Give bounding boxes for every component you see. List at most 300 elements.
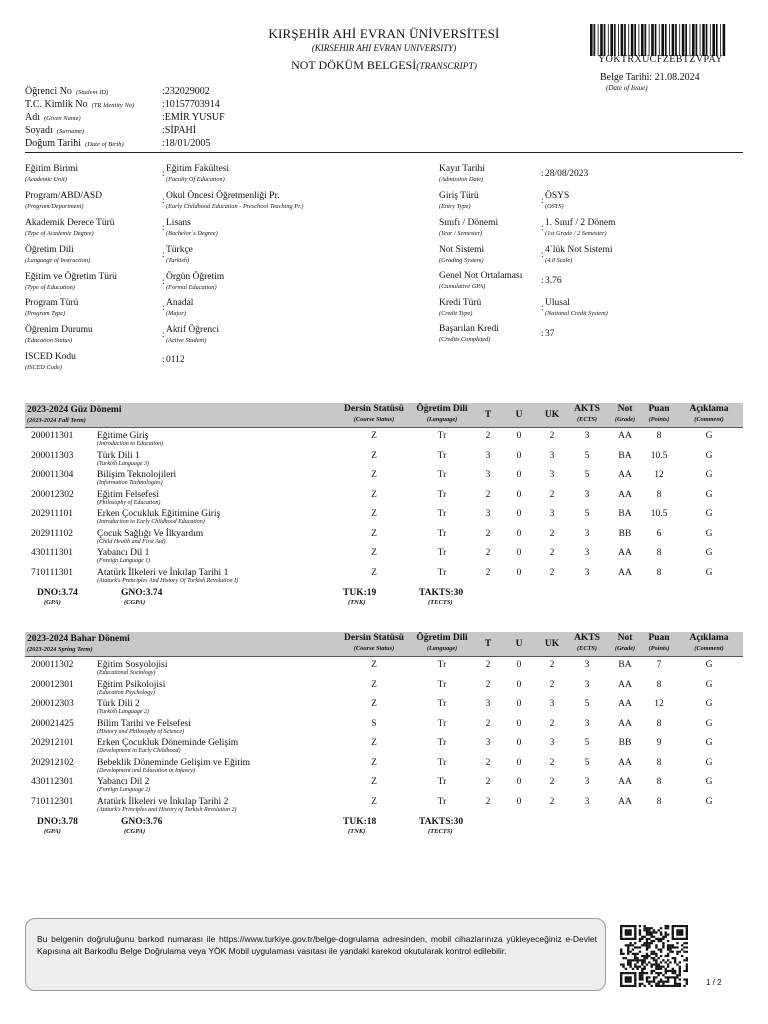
- qr-module: [625, 972, 627, 974]
- qr-module: [634, 938, 636, 940]
- student-field-label: [25, 112, 81, 123]
- qr-module: [672, 972, 674, 974]
- course-t: 3: [485, 738, 491, 748]
- qr-module: [646, 972, 648, 974]
- program-field-label: Genel Not Ortalaması: [439, 271, 523, 281]
- qr-module: [660, 968, 662, 970]
- barcode-bar: [594, 24, 596, 56]
- summary-takts-en: (TECTS): [428, 599, 453, 606]
- course-grade: BB: [618, 738, 632, 748]
- program-field-label: Akademik Derece Türü: [25, 218, 115, 228]
- course-comment: G: [705, 567, 713, 578]
- document-title-en: (TRANSCRIPT): [416, 62, 477, 72]
- qr-module: [667, 925, 669, 927]
- course-uk: 2: [549, 718, 555, 729]
- qr-module: [660, 940, 662, 942]
- qr-module: [648, 944, 650, 946]
- qr-module: [672, 931, 674, 933]
- qr-module: [679, 938, 681, 940]
- qr-module: [660, 978, 662, 980]
- barcode-bar: [618, 24, 619, 56]
- course-uk: 2: [549, 528, 555, 539]
- course-comment: G: [705, 660, 713, 670]
- qr-module: [679, 966, 681, 968]
- qr-module: [679, 934, 681, 936]
- qr-module: [639, 940, 641, 942]
- course-grade: AA: [618, 699, 632, 709]
- term-name-en: (2023-2024 Fall Term): [27, 417, 86, 424]
- barcode-bar: [590, 24, 593, 56]
- qr-module: [672, 944, 674, 946]
- qr-module: [622, 957, 624, 959]
- course-akts: 5: [584, 509, 590, 519]
- qr-module: [662, 983, 664, 985]
- qr-module: [667, 970, 669, 972]
- column-header-lang: Öğretim Dili: [416, 633, 468, 643]
- qr-module: [648, 976, 650, 978]
- column-header-akts: AKTS: [574, 633, 600, 643]
- course-akts: 5: [584, 738, 590, 748]
- course-comment: G: [705, 796, 713, 807]
- qr-module: [660, 938, 662, 940]
- qr-module: [641, 972, 643, 974]
- barcode-bar: [628, 24, 629, 56]
- program-field-label-en: (Year / Semester): [439, 230, 483, 237]
- barcode-bar: [649, 24, 650, 56]
- qr-module: [639, 925, 641, 927]
- qr-module: [622, 938, 624, 940]
- qr-module: [681, 925, 683, 927]
- qr-module: [676, 931, 678, 933]
- course-name: Eğitim Sosyolojisi: [97, 660, 168, 670]
- qr-module: [648, 929, 650, 931]
- program-field-value-en: (Faculty Of Education): [166, 176, 225, 183]
- qr-module: [625, 944, 627, 946]
- program-field-value: 0112: [166, 355, 185, 365]
- qr-module: [634, 963, 636, 965]
- qr-module: [686, 925, 688, 927]
- program-field-value: Eğitim Fakültesi: [166, 164, 230, 174]
- course-name-en: (Ataturk's Prenciples And History Of Turkish Revolution I): [97, 577, 239, 584]
- qr-module: [667, 946, 669, 948]
- qr-module: [662, 981, 664, 983]
- program-field-value-en: (Turkish): [166, 257, 190, 264]
- course-lang: Tr: [437, 489, 447, 500]
- issue-date: [600, 72, 700, 83]
- course-points: 9: [656, 738, 662, 748]
- qr-module: [681, 934, 683, 936]
- qr-module: [625, 957, 627, 959]
- qr-module: [641, 959, 643, 961]
- student-value: SİPAHİ: [164, 125, 197, 136]
- qr-module: [681, 929, 683, 931]
- student-field-name-en: (Date of Birth): [85, 141, 124, 148]
- column-header-grade-en: (Grade): [614, 645, 636, 652]
- qr-module: [632, 925, 634, 927]
- barcode-bar: [700, 24, 701, 56]
- qr-module: [634, 931, 636, 933]
- course-u: 0: [516, 470, 522, 480]
- course-akts: 3: [584, 679, 590, 690]
- qr-module: [627, 976, 629, 978]
- qr-module: [627, 931, 629, 933]
- program-field-label: Giriş Türü: [439, 191, 479, 201]
- course-lang: Tr: [437, 757, 447, 768]
- qr-module: [676, 983, 678, 985]
- course-comment: G: [705, 470, 713, 480]
- student-field-label: [25, 86, 108, 97]
- summary-tuk-en: (TNK): [348, 599, 366, 606]
- summary-gno: GNO:3.74: [121, 588, 163, 598]
- colon: :: [541, 303, 544, 313]
- course-uk: 2: [549, 548, 555, 558]
- course-akts: 5: [584, 450, 590, 461]
- course-uk: 3: [549, 509, 555, 519]
- qr-module: [655, 946, 657, 948]
- qr-module: [639, 978, 641, 980]
- qr-module: [676, 938, 678, 940]
- program-field-label: Program/ABD/ASD: [25, 191, 103, 201]
- course-status: Z: [371, 528, 377, 539]
- qr-module: [672, 925, 674, 927]
- course-name: Türk Dili 1: [97, 450, 140, 461]
- qr-module: [655, 959, 657, 961]
- qr-module: [629, 966, 631, 968]
- program-field-label: Eğitim ve Öğretim Türü: [25, 272, 117, 282]
- course-name: Yabancı Dil 2: [97, 777, 150, 787]
- qr-module: [629, 931, 631, 933]
- qr-module: [627, 963, 629, 965]
- qr-module: [625, 929, 627, 931]
- program-field-label-en: (Grading System): [439, 257, 484, 264]
- course-code: 710111301: [31, 567, 74, 578]
- course-u: 0: [516, 431, 522, 441]
- qr-module: [676, 974, 678, 976]
- barcode-bar: [631, 24, 634, 56]
- barcode-bar: [690, 24, 691, 56]
- course-akts: 3: [584, 548, 590, 558]
- course-code: 202911101: [31, 509, 74, 519]
- course-points: 10.5: [650, 509, 668, 519]
- qr-module: [643, 929, 645, 931]
- summary-dno-en: (GPA): [44, 828, 61, 835]
- column-header-grade: Not: [617, 404, 633, 414]
- qr-module: [662, 946, 664, 948]
- qr-module: [629, 925, 631, 927]
- course-uk: 2: [549, 796, 555, 807]
- qr-module: [665, 955, 667, 957]
- course-comment: G: [705, 699, 713, 709]
- summary-dno-en: (GPA): [44, 599, 61, 606]
- qr-module: [679, 925, 681, 927]
- qr-module: [676, 985, 678, 987]
- qr-module: [672, 936, 674, 938]
- qr-module: [622, 966, 624, 968]
- course-lang: Tr: [437, 431, 447, 441]
- course-t: 3: [485, 509, 491, 519]
- qr-module: [641, 968, 643, 970]
- qr-module: [660, 951, 662, 953]
- qr-module: [629, 963, 631, 965]
- course-lang: Tr: [437, 528, 447, 539]
- qr-module: [686, 938, 688, 940]
- qr-module: [634, 925, 636, 927]
- qr-module: [634, 936, 636, 938]
- course-comment: G: [705, 757, 713, 768]
- colon: :: [162, 196, 165, 206]
- column-header-comment: Açıklama: [689, 404, 729, 414]
- course-u: 0: [516, 509, 522, 519]
- column-header-t: T: [484, 639, 492, 649]
- course-grade: AA: [618, 679, 632, 690]
- qr-module: [686, 927, 688, 929]
- barcode-bar: [600, 24, 603, 56]
- university-name-en: (KIRSEHIR AHI EVRAN UNIVERSITY): [311, 43, 457, 53]
- document-title-tr: NOT DÖKÜM BELGESİ: [291, 58, 417, 72]
- course-name: Bebeklik Döneminde Gelişim ve Eğitim: [97, 757, 251, 768]
- qr-module: [636, 959, 638, 961]
- qr-module: [627, 925, 629, 927]
- qr-module: [643, 955, 645, 957]
- qr-module: [658, 981, 660, 983]
- program-field-value-en: (4.0 Scale): [545, 257, 573, 264]
- summary-tuk-en: (TNK): [348, 828, 366, 835]
- qr-module: [627, 972, 629, 974]
- course-code: 202912101: [31, 738, 74, 748]
- qr-module: [681, 931, 683, 933]
- qr-module: [679, 931, 681, 933]
- qr-module: [622, 985, 624, 987]
- qr-module: [686, 942, 688, 944]
- barcode-bar: [614, 24, 616, 56]
- program-field-value-en: (Bachelor`s Degree): [166, 230, 218, 237]
- qr-module: [669, 949, 671, 951]
- barcode-bar: [610, 24, 613, 56]
- program-field-label: Öğrenim Durumu: [25, 325, 93, 335]
- qr-module: [672, 985, 674, 987]
- course-code: 430112301: [31, 777, 74, 787]
- qr-module: [660, 955, 662, 957]
- column-header-status: Dersin Statüsü: [344, 633, 404, 643]
- course-status: Z: [371, 777, 377, 787]
- barcode-bar: [710, 24, 711, 56]
- course-lang: Tr: [437, 548, 447, 558]
- qr-module: [639, 931, 641, 933]
- program-field-value: Anadal: [166, 298, 194, 308]
- course-uk: 2: [549, 431, 555, 441]
- qr-module: [653, 957, 655, 959]
- qr-module: [646, 946, 648, 948]
- program-field-label-en: (Education Status): [25, 337, 73, 344]
- qr-module: [672, 957, 674, 959]
- barcode-bar: [685, 24, 687, 56]
- program-field-label-en: (Academic Unit): [25, 176, 67, 183]
- qr-module: [686, 931, 688, 933]
- program-field-label-en: (Admission Date): [439, 176, 484, 183]
- qr-module: [665, 934, 667, 936]
- qr-module: [639, 976, 641, 978]
- student-value: EMİR YUSUF: [164, 112, 225, 123]
- qr-module: [679, 968, 681, 970]
- course-status: Z: [371, 509, 377, 519]
- qr-module: [627, 953, 629, 955]
- qr-module: [622, 925, 624, 927]
- qr-module: [643, 972, 645, 974]
- student-field-name: T.C. Kimlik No: [25, 99, 88, 110]
- barcode-bar: [682, 24, 685, 56]
- course-code: 200012301: [31, 679, 74, 690]
- qr-module: [620, 976, 622, 978]
- qr-module: [620, 927, 622, 929]
- course-name: Erken Çocukluk Döneminde Gelişim: [97, 738, 239, 748]
- qr-module: [665, 968, 667, 970]
- qr-module: [620, 925, 622, 927]
- course-akts: 3: [584, 431, 590, 441]
- qr-module: [643, 985, 645, 987]
- qr-module: [672, 934, 674, 936]
- qr-module: [646, 957, 648, 959]
- qr-module: [625, 934, 627, 936]
- qr-module: [658, 972, 660, 974]
- qr-module: [658, 938, 660, 940]
- qr-module: [634, 974, 636, 976]
- qr-module: [620, 972, 622, 974]
- course-status: Z: [371, 699, 377, 709]
- qr-module: [646, 934, 648, 936]
- program-field-value: 37: [545, 329, 555, 339]
- course-name: Bilişim Teknolojileri: [97, 470, 177, 480]
- summary-gno-en: (CGPA): [124, 599, 146, 606]
- qr-module: [634, 972, 636, 974]
- course-uk: 2: [549, 489, 555, 500]
- course-grade: AA: [618, 489, 632, 500]
- barcode-bar: [661, 24, 664, 56]
- qr-module: [665, 925, 667, 927]
- student-field-label: [25, 138, 124, 149]
- colon: :: [541, 169, 544, 179]
- qr-module: [620, 978, 622, 980]
- qr-module: [629, 951, 631, 953]
- student-field-name-en: (Surname): [56, 128, 85, 135]
- qr-module: [627, 951, 629, 953]
- program-field-label: Not Sistemi: [439, 245, 485, 255]
- qr-module: [681, 938, 683, 940]
- barcode-bar: [665, 24, 667, 56]
- qr-module: [646, 929, 648, 931]
- qr-module: [667, 981, 669, 983]
- qr-module: [674, 946, 676, 948]
- course-name-en: (Educational Sociology): [97, 670, 156, 676]
- qr-module: [650, 931, 652, 933]
- course-akts: 3: [584, 718, 590, 729]
- divider: [25, 152, 743, 153]
- qr-module: [643, 968, 645, 970]
- qr-module: [667, 985, 669, 987]
- course-t: 3: [485, 699, 491, 709]
- qr-module: [658, 966, 660, 968]
- qr-module: [634, 946, 636, 948]
- course-lang: Tr: [437, 777, 447, 787]
- qr-module: [639, 951, 641, 953]
- student-field-label: [25, 99, 134, 110]
- qr-module: [653, 976, 655, 978]
- program-field-value-en: (Active Student): [166, 337, 207, 344]
- qr-module: [660, 972, 662, 974]
- header-divider: [25, 427, 743, 428]
- course-akts: 3: [584, 777, 590, 787]
- student-field-label: [25, 125, 84, 136]
- barcode-image: [590, 24, 728, 56]
- barcode-bar: [675, 24, 677, 56]
- qr-module: [686, 970, 688, 972]
- student-field-value: [162, 86, 210, 97]
- column-header-status: Dersin Statüsü: [344, 404, 404, 414]
- summary-tuk: TUK:19: [343, 588, 377, 598]
- column-header-status-en: (Course Status): [353, 416, 395, 423]
- qr-module: [653, 963, 655, 965]
- qr-module: [648, 927, 650, 929]
- qr-module: [648, 946, 650, 948]
- qr-module: [672, 946, 674, 948]
- summary-takts: TAKTS:30: [419, 588, 464, 598]
- program-field-label: Eğitim Birimi: [25, 164, 79, 174]
- student-value: 10157703914: [164, 99, 220, 110]
- program-field-label-en: (Cumulative GPA): [439, 283, 486, 290]
- column-header-status-en: (Course Status): [353, 645, 395, 652]
- course-t: 2: [485, 528, 491, 539]
- qr-module: [641, 961, 643, 963]
- course-t: 2: [485, 796, 491, 807]
- course-name-en: (Development in Early Childhood): [97, 748, 181, 754]
- qr-module: [641, 944, 643, 946]
- qr-module: [683, 938, 685, 940]
- qr-module: [634, 955, 636, 957]
- qr-module: [625, 981, 627, 983]
- qr-module: [646, 976, 648, 978]
- course-status: Z: [371, 431, 377, 441]
- qr-module: [636, 968, 638, 970]
- qr-module: [622, 963, 624, 965]
- term-name-en: (2023-2024 Spring Term): [27, 646, 93, 653]
- qr-module: [665, 936, 667, 938]
- qr-module: [641, 978, 643, 980]
- qr-module: [641, 983, 643, 985]
- course-grade: BB: [618, 528, 632, 539]
- course-points: 8: [656, 757, 662, 768]
- issue-date-label: Belge Tarihi:: [600, 72, 653, 83]
- course-status: Z: [371, 738, 377, 748]
- column-header-lang-en: (Language): [426, 645, 458, 652]
- course-status: Z: [371, 470, 377, 480]
- course-t: 2: [485, 548, 491, 558]
- qr-module: [627, 985, 629, 987]
- qr-module: [627, 981, 629, 983]
- qr-module: [643, 925, 645, 927]
- qr-module: [648, 942, 650, 944]
- course-u: 0: [516, 796, 522, 807]
- course-name: Eğitime Giriş: [97, 431, 149, 441]
- barcode-bar: [692, 24, 695, 56]
- student-value: 18/01/2005: [164, 138, 211, 149]
- qr-module: [674, 925, 676, 927]
- course-comment: G: [705, 431, 713, 441]
- qr-module: [672, 976, 674, 978]
- course-name: Eğitim Psikolojisi: [97, 679, 166, 690]
- qr-module: [660, 981, 662, 983]
- qr-module: [639, 972, 641, 974]
- verification-notice-text: Bu belgenin doğruluğunu barkod numarası ile https://www.turkiye.gov.tr/belge-dogrulama adresinden, mobil cihazlarınıza yükleyeceğiniz e-Devlet Kapısına ait Barkodlu Belge Doğrulama veya YÖK Mobil uygulaması vasıtası ile yandaki karekod okutularak kontrol edilebilir.: [37, 934, 597, 956]
- barcode-bar: [669, 24, 670, 56]
